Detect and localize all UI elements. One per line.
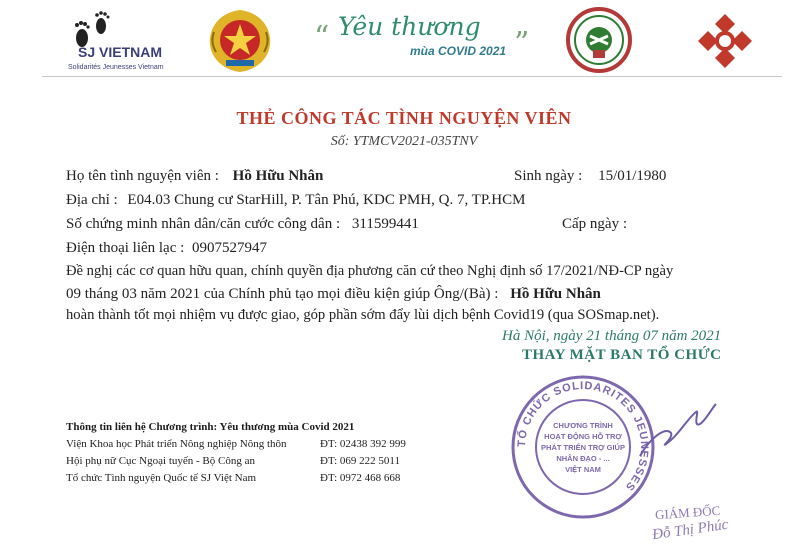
issue-date-label: Cấp ngày : — [562, 216, 627, 232]
contact-phone: ĐT: 02438 392 999 — [320, 438, 406, 450]
place-and-date: Hà Nội, ngày 21 tháng 07 năm 2021 — [502, 328, 722, 344]
sj-logo-subtitle: Solidarités Jeunesses Vietnam — [68, 64, 164, 71]
id-number-row — [66, 216, 419, 233]
phone-row — [66, 240, 267, 257]
address-row — [66, 192, 525, 209]
stamp-ring-text: TỔ CHỨC SOLIDARITES JEUNESSES — [515, 379, 651, 494]
stamp-line: PHÁT TRIỂN TRỢ GIÚP — [541, 443, 625, 452]
police-emblem-icon — [204, 8, 276, 74]
issue-date-row — [562, 216, 627, 233]
request-line-1: Đề nghị các cơ quan hữu quan, chính quyền địa phương căn cứ theo Nghị định số 17/2021/NĐ-CP ngày — [66, 263, 674, 279]
slogan-sub: mùa COVID 2021 — [410, 44, 507, 58]
contact-org: Tổ chức Tình nguyện Quốc tế SJ Việt Nam — [66, 472, 257, 484]
volunteer-name-value: Hồ Hữu Nhân — [232, 168, 324, 184]
card-serial-number: Số: YTMCV2021-035TNV — [330, 134, 478, 149]
institute-emblem-icon — [564, 6, 634, 74]
contact-org: Viện Khoa học Phát triển Nông nghiệp Nông thôn — [66, 438, 287, 450]
id-number-value: 311599441 — [351, 216, 419, 232]
request-line-2 — [66, 286, 601, 303]
dob-value: 15/01/1980 — [598, 168, 667, 184]
dob-row — [514, 168, 666, 185]
request-line-3: hoàn thành tốt mọi nhiệm vụ được giao, góp phần sớm đẩy lùi dịch bệnh Covid19 (qua SOSmap.net). — [66, 307, 660, 323]
stamp-line: NHÂN ĐẠO - ... — [556, 454, 610, 463]
sj-logo-name: SJ VIETNAM — [78, 44, 163, 60]
stamp-line: HOẠT ĐỘNG HỖ TRỢ — [544, 432, 622, 441]
quote-close-icon: ” — [514, 26, 530, 61]
volunteer-name-row — [66, 168, 323, 185]
contact-phone: ĐT: 0972 468 668 — [320, 472, 401, 484]
stamp-line: VIỆT NAM — [565, 465, 601, 474]
sj-vietnam-logo — [66, 8, 186, 74]
id-number-label: Số chứng minh nhân dân/căn cước công dân : — [66, 216, 341, 232]
address-label: Địa chỉ : — [66, 192, 118, 208]
contact-phone: ĐT: 069 222 5011 — [320, 455, 401, 467]
slogan-main: Yêu thương — [338, 12, 481, 41]
request-line-2-name: Hồ Hữu Nhân — [510, 286, 601, 302]
request-line-2-text: 09 tháng 03 năm 2021 của Chính phủ tạo mọi điều kiện giúp Ông/(Bà) : — [66, 286, 499, 302]
director-title: GIÁM ĐỐC — [654, 502, 721, 523]
header-logos — [0, 0, 808, 78]
director-name: Đỗ Thị Phúc — [651, 516, 730, 544]
signature-scribble — [630, 398, 720, 468]
red-cross-knot-icon — [692, 10, 758, 72]
contact-info-title: Thông tin liên hệ Chương trình: Yêu thương mùa Covid 2021 — [66, 421, 355, 433]
contact-org: Hội phụ nữ Cục Ngoại tuyến - Bộ Công an — [66, 455, 255, 467]
header-divider — [42, 76, 782, 77]
phone-value: 0907527947 — [192, 240, 268, 256]
organizer-role: THAY MẶT BAN TỔ CHỨC — [522, 347, 722, 363]
quote-open-icon: “ — [314, 20, 330, 55]
address-value: E04.03 Chung cư StarHill, P. Tân Phú, KDC PMH, Q. 7, TP.HCM — [127, 192, 526, 208]
slogan-logo — [314, 4, 546, 74]
card-title: THẺ CÔNG TÁC TÌNH NGUYỆN VIÊN — [236, 108, 572, 128]
dob-label: Sinh ngày : — [514, 168, 583, 184]
stamp-line: CHƯƠNG TRÌNH — [553, 421, 613, 430]
volunteer-name-label: Họ tên tình nguyện viên : — [66, 168, 219, 184]
phone-label: Điện thoại liên lạc : — [66, 240, 185, 256]
